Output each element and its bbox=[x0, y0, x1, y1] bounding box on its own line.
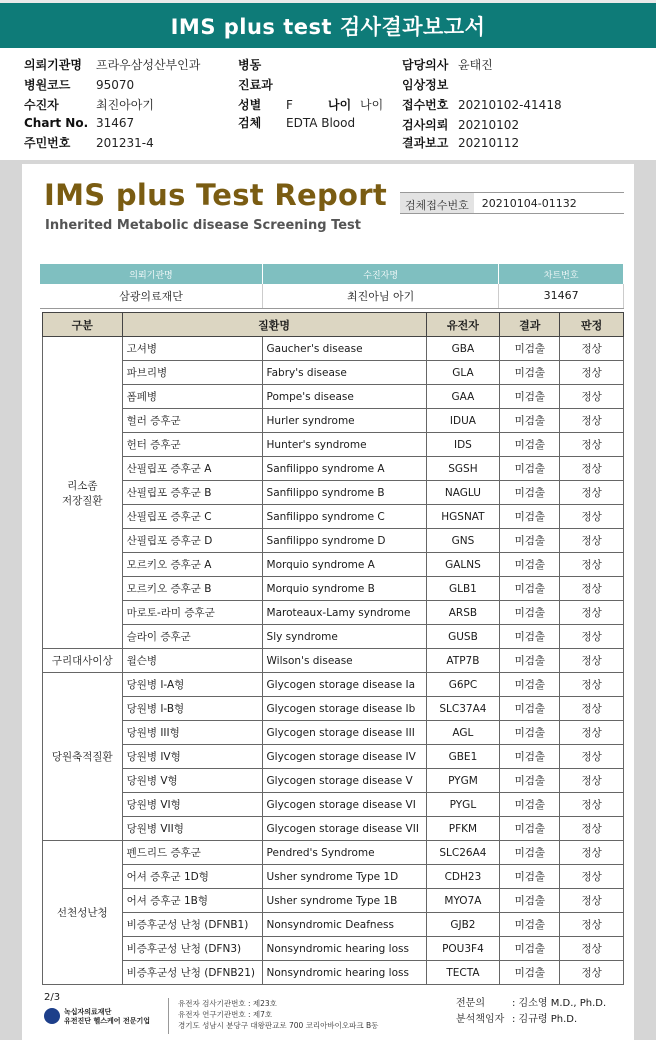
disease-ko-cell: 당원병 III형 bbox=[122, 721, 262, 745]
disease-ko-cell: 당원병 IV형 bbox=[122, 745, 262, 769]
result-cell: 미검출 bbox=[500, 553, 560, 577]
col-judgement: 판정 bbox=[560, 313, 624, 337]
result-cell: 미검출 bbox=[500, 889, 560, 913]
sig2-label: 분석책임자 bbox=[456, 1014, 505, 1025]
disease-en-cell: Glycogen storage disease IV bbox=[262, 745, 426, 769]
gene-cell: SLC26A4 bbox=[426, 841, 500, 865]
table-row bbox=[43, 385, 624, 409]
result-cell: 미검출 bbox=[500, 673, 560, 697]
judgement-cell: 정상 bbox=[560, 577, 624, 601]
disease-en-cell: Morquio syndrome A bbox=[262, 553, 426, 577]
company-title: 녹십자의료재단 bbox=[64, 1008, 112, 1016]
clinical-field: 임상정보 bbox=[402, 78, 449, 92]
col-result: 결과 bbox=[500, 313, 560, 337]
disease-en-cell: Sanfilippo syndrome A bbox=[262, 457, 426, 481]
category-cell: 리소좀 저장질환 bbox=[43, 337, 123, 649]
category-cell: 구리대사이상 bbox=[43, 649, 123, 673]
judgement-cell: 정상 bbox=[560, 865, 624, 889]
gene-cell: ATP7B bbox=[426, 649, 500, 673]
table-row bbox=[43, 865, 624, 889]
disease-ko-cell: 어셔 증후군 1D형 bbox=[122, 865, 262, 889]
result-cell: 미검출 bbox=[500, 841, 560, 865]
gene-cell: GBA bbox=[426, 337, 500, 361]
table-row bbox=[43, 913, 624, 937]
result-cell: 미검출 bbox=[500, 865, 560, 889]
meta-line-3: 경기도 성남시 분당구 대왕판교로 700 코리아바이오파크 B동 bbox=[178, 1021, 379, 1030]
disease-ko-cell: 헌터 증후군 bbox=[122, 433, 262, 457]
judgement-cell: 정상 bbox=[560, 793, 624, 817]
gene-cell: CDH23 bbox=[426, 865, 500, 889]
disease-ko-cell: 폼페병 bbox=[122, 385, 262, 409]
table-row bbox=[43, 337, 624, 361]
col-disease: 질환명 bbox=[122, 313, 426, 337]
disease-en-cell: Glycogen storage disease Ia bbox=[262, 673, 426, 697]
gene-cell: SLC37A4 bbox=[426, 697, 500, 721]
table-row bbox=[43, 721, 624, 745]
disease-ko-cell: 당원병 VI형 bbox=[122, 793, 262, 817]
meta-line-1: 유전자 검사기관번호 : 제23호 bbox=[178, 999, 277, 1008]
disease-en-cell: Nonsyndromic hearing loss bbox=[262, 937, 426, 961]
signatures bbox=[456, 996, 606, 1028]
footer bbox=[0, 988, 656, 1040]
judgement-cell: 정상 bbox=[560, 481, 624, 505]
table-row bbox=[43, 409, 624, 433]
footer-divider bbox=[168, 998, 169, 1034]
company-subtitle: 유전진단 헬스케어 전문기업 bbox=[64, 1017, 151, 1025]
disease-ko-cell: 펜드리드 증후군 bbox=[122, 841, 262, 865]
disease-en-cell: Glycogen storage disease VI bbox=[262, 793, 426, 817]
ssn-field: 주민번호 201231-4 bbox=[24, 136, 154, 150]
disease-ko-cell: 산필립포 증후군 B bbox=[122, 481, 262, 505]
judgement-cell: 정상 bbox=[560, 913, 624, 937]
report-page bbox=[22, 164, 634, 1040]
judgement-cell: 정상 bbox=[560, 385, 624, 409]
judgement-cell: 정상 bbox=[560, 745, 624, 769]
judgement-cell: 정상 bbox=[560, 337, 624, 361]
info-header-patient: 수진자명 bbox=[263, 264, 499, 284]
registration-value: 20210104-01132 bbox=[481, 197, 577, 210]
disease-ko-cell: 당원병 I-A형 bbox=[122, 673, 262, 697]
table-row bbox=[43, 361, 624, 385]
judgement-cell: 정상 bbox=[560, 601, 624, 625]
results-body bbox=[43, 337, 624, 985]
report-date-field: 결과보고 20210112 bbox=[402, 136, 520, 150]
table-row bbox=[43, 889, 624, 913]
gene-cell: MYO7A bbox=[426, 889, 500, 913]
gene-cell: HGSNAT bbox=[426, 505, 500, 529]
registration-label: 검체접수번호 bbox=[400, 193, 474, 213]
table-row bbox=[43, 673, 624, 697]
table-row bbox=[43, 529, 624, 553]
judgement-cell: 정상 bbox=[560, 553, 624, 577]
result-cell: 미검출 bbox=[500, 577, 560, 601]
gene-cell: GAA bbox=[426, 385, 500, 409]
ward-field: 병동 bbox=[238, 58, 262, 72]
disease-en-cell: Morquio syndrome B bbox=[262, 577, 426, 601]
hospital-code-field: 병원코드 95070 bbox=[24, 78, 135, 92]
disease-ko-cell: 당원병 V형 bbox=[122, 769, 262, 793]
meta-line-2: 유전자 연구기관번호 : 제7호 bbox=[178, 1010, 273, 1019]
gene-cell: TECTA bbox=[426, 961, 500, 985]
disease-ko-cell: 비증후군성 난청 (DFN3) bbox=[122, 937, 262, 961]
judgement-cell: 정상 bbox=[560, 433, 624, 457]
disease-ko-cell: 어셔 증후군 1B형 bbox=[122, 889, 262, 913]
info-patient: 최진아님 아기 bbox=[263, 284, 499, 308]
category-cell: 당원축적질환 bbox=[43, 673, 123, 841]
table-row bbox=[43, 841, 624, 865]
specimen-field: 검체 EDTA Blood bbox=[238, 116, 356, 130]
patient-header bbox=[0, 48, 656, 160]
gene-cell: ARSB bbox=[426, 601, 500, 625]
judgement-cell: 정상 bbox=[560, 505, 624, 529]
table-row bbox=[43, 961, 624, 985]
info-header-institution: 의뢰기관명 bbox=[40, 264, 263, 284]
disease-en-cell: Pendred's Syndrome bbox=[262, 841, 426, 865]
gene-cell: GLB1 bbox=[426, 577, 500, 601]
footer-meta bbox=[178, 998, 378, 1031]
judgement-cell: 정상 bbox=[560, 697, 624, 721]
disease-ko-cell: 고셔병 bbox=[122, 337, 262, 361]
gene-cell: PYGM bbox=[426, 769, 500, 793]
page-number: 2/3 bbox=[44, 992, 61, 1003]
disease-en-cell: Usher syndrome Type 1B bbox=[262, 889, 426, 913]
result-cell: 미검출 bbox=[500, 697, 560, 721]
table-row bbox=[43, 457, 624, 481]
result-cell: 미검출 bbox=[500, 529, 560, 553]
result-cell: 미검출 bbox=[500, 505, 560, 529]
result-cell: 미검출 bbox=[500, 721, 560, 745]
category-cell: 선천성난청 bbox=[43, 841, 123, 985]
request-date-field: 검사의뢰 20210102 bbox=[402, 118, 520, 132]
result-cell: 미검출 bbox=[500, 457, 560, 481]
sex-field: 성별 F 나이 나이 bbox=[238, 98, 384, 112]
sig2-value: : 김규령 Ph.D. bbox=[512, 1014, 578, 1025]
disease-en-cell: Fabry's disease bbox=[262, 361, 426, 385]
gene-cell: SGSH bbox=[426, 457, 500, 481]
judgement-cell: 정상 bbox=[560, 889, 624, 913]
gene-cell: PFKM bbox=[426, 817, 500, 841]
disease-ko-cell: 당원병 I-B형 bbox=[122, 697, 262, 721]
disease-en-cell: Nonsyndromic hearing loss bbox=[262, 961, 426, 985]
result-cell: 미검출 bbox=[500, 745, 560, 769]
sig1-label: 전문의 bbox=[456, 998, 485, 1009]
disease-ko-cell: 마로토-라미 증후군 bbox=[122, 601, 262, 625]
table-row bbox=[43, 601, 624, 625]
disease-en-cell: Sanfilippo syndrome C bbox=[262, 505, 426, 529]
table-row bbox=[43, 793, 624, 817]
info-chart: 31467 bbox=[499, 284, 624, 308]
disease-en-cell: Glycogen storage disease III bbox=[262, 721, 426, 745]
disease-en-cell: Nonsyndromic Deafness bbox=[262, 913, 426, 937]
gene-cell: AGL bbox=[426, 721, 500, 745]
dept-field: 진료과 bbox=[238, 78, 273, 92]
disease-ko-cell: 비증후군성 난청 (DFNB1) bbox=[122, 913, 262, 937]
table-row bbox=[43, 433, 624, 457]
disease-en-cell: Pompe's disease bbox=[262, 385, 426, 409]
result-cell: 미검출 bbox=[500, 649, 560, 673]
result-cell: 미검출 bbox=[500, 601, 560, 625]
disease-en-cell: Sly syndrome bbox=[262, 625, 426, 649]
report-banner bbox=[0, 0, 656, 48]
disease-en-cell: Glycogen storage disease V bbox=[262, 769, 426, 793]
judgement-cell: 정상 bbox=[560, 937, 624, 961]
judgement-cell: 정상 bbox=[560, 961, 624, 985]
result-cell: 미검출 bbox=[500, 385, 560, 409]
result-cell: 미검출 bbox=[500, 769, 560, 793]
gene-cell: GALNS bbox=[426, 553, 500, 577]
table-row bbox=[43, 481, 624, 505]
accession-field: 접수번호 20210102-41418 bbox=[402, 98, 562, 112]
judgement-cell: 정상 bbox=[560, 817, 624, 841]
judgement-cell: 정상 bbox=[560, 529, 624, 553]
disease-en-cell: Gaucher's disease bbox=[262, 337, 426, 361]
results-table bbox=[42, 312, 624, 985]
result-cell: 미검출 bbox=[500, 937, 560, 961]
result-cell: 미검출 bbox=[500, 913, 560, 937]
table-row bbox=[43, 505, 624, 529]
disease-ko-cell: 산필립포 증후군 A bbox=[122, 457, 262, 481]
disease-en-cell: Wilson's disease bbox=[262, 649, 426, 673]
gene-cell: PYGL bbox=[426, 793, 500, 817]
banner-title: IMS plus test 검사결과보고서 bbox=[170, 14, 486, 39]
result-cell: 미검출 bbox=[500, 625, 560, 649]
result-cell: 미검출 bbox=[500, 481, 560, 505]
result-cell: 미검출 bbox=[500, 817, 560, 841]
disease-ko-cell: 산필립포 증후군 D bbox=[122, 529, 262, 553]
judgement-cell: 정상 bbox=[560, 457, 624, 481]
table-row bbox=[43, 817, 624, 841]
disease-ko-cell: 모르키오 증후군 A bbox=[122, 553, 262, 577]
judgement-cell: 정상 bbox=[560, 409, 624, 433]
gene-cell: IDUA bbox=[426, 409, 500, 433]
chart-field: Chart No. 31467 bbox=[24, 116, 135, 130]
sig1-value: : 김소영 M.D., Ph.D. bbox=[512, 998, 607, 1009]
gene-cell: GJB2 bbox=[426, 913, 500, 937]
disease-en-cell: Maroteaux-Lamy syndrome bbox=[262, 601, 426, 625]
table-row bbox=[43, 649, 624, 673]
company-logo-icon bbox=[44, 1008, 60, 1024]
judgement-cell: 정상 bbox=[560, 841, 624, 865]
result-cell: 미검출 bbox=[500, 961, 560, 985]
disease-ko-cell: 비증후군성 난청 (DFNB21) bbox=[122, 961, 262, 985]
disease-en-cell: Sanfilippo syndrome D bbox=[262, 529, 426, 553]
report-title: IMS plus Test Report bbox=[44, 178, 387, 212]
report-subtitle: Inherited Metabolic disease Screening Test bbox=[45, 218, 362, 233]
disease-ko-cell: 슬라이 증후군 bbox=[122, 625, 262, 649]
result-cell: 미검출 bbox=[500, 433, 560, 457]
doctor-field: 담당의사 윤태진 bbox=[402, 58, 493, 72]
disease-ko-cell: 모르키오 증후군 B bbox=[122, 577, 262, 601]
gene-cell: GUSB bbox=[426, 625, 500, 649]
gene-cell: GNS bbox=[426, 529, 500, 553]
table-row bbox=[43, 553, 624, 577]
disease-en-cell: Sanfilippo syndrome B bbox=[262, 481, 426, 505]
result-cell: 미검출 bbox=[500, 793, 560, 817]
table-row bbox=[43, 697, 624, 721]
judgement-cell: 정상 bbox=[560, 649, 624, 673]
gene-cell: NAGLU bbox=[426, 481, 500, 505]
gene-cell: GLA bbox=[426, 361, 500, 385]
patient-field: 수진자 최진아아기 bbox=[24, 98, 154, 112]
company-name bbox=[64, 1008, 150, 1026]
gene-cell: G6PC bbox=[426, 673, 500, 697]
disease-en-cell: Usher syndrome Type 1D bbox=[262, 865, 426, 889]
table-row bbox=[43, 625, 624, 649]
disease-ko-cell: 파브리병 bbox=[122, 361, 262, 385]
info-header-chart: 차트번호 bbox=[499, 264, 624, 284]
judgement-cell: 정상 bbox=[560, 769, 624, 793]
col-category: 구분 bbox=[43, 313, 123, 337]
disease-en-cell: Glycogen storage disease VII bbox=[262, 817, 426, 841]
disease-en-cell: Glycogen storage disease Ib bbox=[262, 697, 426, 721]
disease-ko-cell: 윌슨병 bbox=[122, 649, 262, 673]
judgement-cell: 정상 bbox=[560, 721, 624, 745]
info-institution: 삼광의료재단 bbox=[40, 284, 263, 308]
judgement-cell: 정상 bbox=[560, 361, 624, 385]
gene-cell: GBE1 bbox=[426, 745, 500, 769]
disease-ko-cell: 당원병 VII형 bbox=[122, 817, 262, 841]
institution-field: 의뢰기관명 프라우삼성산부인과 bbox=[24, 58, 201, 72]
result-cell: 미검출 bbox=[500, 361, 560, 385]
result-cell: 미검출 bbox=[500, 337, 560, 361]
registration-box bbox=[400, 192, 624, 214]
disease-ko-cell: 헐러 증후군 bbox=[122, 409, 262, 433]
gene-cell: IDS bbox=[426, 433, 500, 457]
disease-ko-cell: 산필립포 증후군 C bbox=[122, 505, 262, 529]
gene-cell: POU3F4 bbox=[426, 937, 500, 961]
col-gene: 유전자 bbox=[426, 313, 500, 337]
table-row bbox=[43, 937, 624, 961]
disease-en-cell: Hurler syndrome bbox=[262, 409, 426, 433]
table-row bbox=[43, 577, 624, 601]
patient-info-table bbox=[40, 264, 624, 309]
table-row bbox=[43, 769, 624, 793]
judgement-cell: 정상 bbox=[560, 673, 624, 697]
result-cell: 미검출 bbox=[500, 409, 560, 433]
judgement-cell: 정상 bbox=[560, 625, 624, 649]
disease-en-cell: Hunter's syndrome bbox=[262, 433, 426, 457]
table-row bbox=[43, 745, 624, 769]
